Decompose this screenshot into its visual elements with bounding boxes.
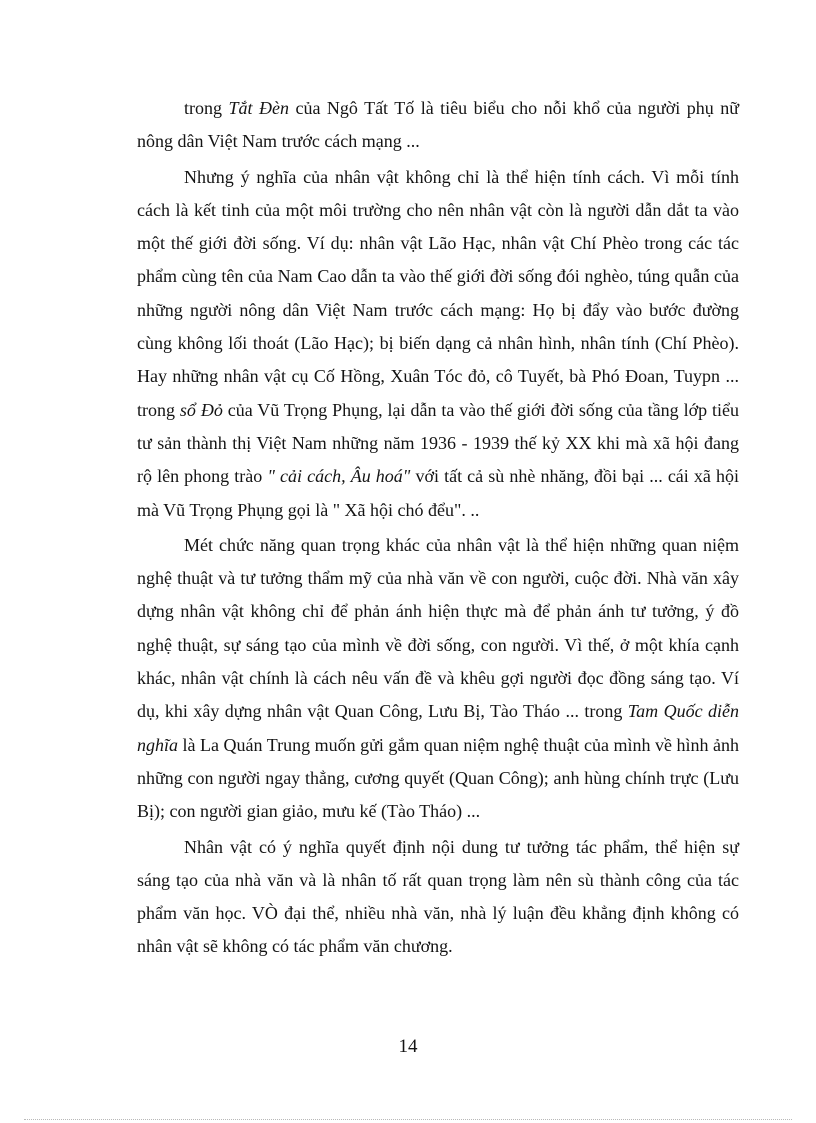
text-run: là La Quán Trung muốn gửi gắm quan niệm nghệ thuật của mình về hình ảnh những con người ngay thẳng, cương quyết (Quan Công); anh hùng chính trực (Lưu Bị); con người gian giảo, mưu kế (Tào Tháo) ... [137, 734, 739, 822]
paragraph-2 [137, 161, 739, 527]
paragraph-4 [137, 831, 739, 964]
italic-quote: " cải cách, Âu hoá" [267, 466, 411, 487]
document-body [137, 92, 739, 964]
text-run: Nhưng ý nghĩa của nhân vật không chỉ là thể hiện tính cách. Vì mỗi tính cách là kết tinh của một môi trường cho nên nhân vật còn là người dẫn dắt ta vào một thế giới đời sống. Ví dụ: nhân vật Lão Hạc, nhân vật Chí Phèo trong các tác phẩm cùng tên của Nam Cao dẫn ta vào thế giới đời sống đói nghèo, túng quẫn của những người nông dân Việt Nam trước cách mạng: Họ bị đẩy vào bước đường cùng không lối thoát (Lão Hạc); bị biến dạng cả nhân hình, nhân tính (Chí Phèo). Hay những nhân vật cụ Cố Hồng, Xuân Tóc đỏ, cô Tuyết, bà Phó Đoan, Tuypn ... trong [137, 166, 739, 420]
italic-title: sổ Đỏ [179, 399, 223, 420]
paragraph-1 [137, 92, 739, 159]
text-run: Nhân vật có ý nghĩa quyết định nội dung tư tưởng tác phẩm, thể hiện sự sáng tạo của nhà văn và là nhân tố rất quan trọng làm nên sù thành công của tác phẩm văn học. VÒ đại thể, nhiều nhà văn, nhà lý luận đều khẳng định không có nhân vật sẽ không có tác phẩm văn chương. [137, 836, 739, 957]
page-bottom-divider [24, 1119, 792, 1120]
text-run: trong [184, 98, 229, 118]
text-run: Mét chức năng quan trọng khác của nhân vật là thể hiện những quan niệm nghệ thuật và tư tưởng thẩm mỹ của nhà văn về con người, cuộc đời. Nhà văn xây dựng nhân vật không chỉ để phản ánh hiện thực mà để phản ánh tư tưởng, ý đồ nghệ thuật, sự sáng tạo của mình về đời sống, con người. Vì thế, ở một khía cạnh khác, nhân vật chính là cách nêu vấn đề và khêu gợi người đọc đồng sáng tạo. Ví dụ, khi xây dựng nhân vật Quan Công, Lưu Bị, Tào Tháo ... trong [137, 534, 739, 722]
text-run: của Vũ Trọng Phụng, lại dẫn ta vào thế giới đời sống của tầng lớp tiểu tư sản thành thị Việt Nam những năm 1936 - 1939 thế kỷ XX khi mà xã hội đang rộ lên phong trào [137, 399, 739, 487]
text-run: của Ngô Tất Tố là tiêu biểu cho nỗi khổ của người phụ nữ nông dân Việt Nam trước cách mạng ... [137, 98, 740, 152]
page-number: 14 [398, 1036, 418, 1057]
text-run: với tất cả sù nhè nhăng, đồi bại ... cái xã hội mà Vũ Trọng Phụng gọi là " Xã hội chó đểu". .. [137, 466, 739, 520]
italic-title: Tam Quốc diễn nghĩa [137, 701, 739, 755]
paragraph-3 [137, 529, 739, 829]
italic-title: Tắt Đèn [228, 98, 289, 118]
